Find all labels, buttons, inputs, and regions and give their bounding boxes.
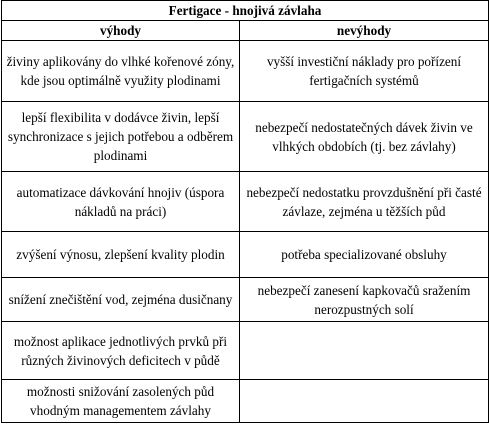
table-row: [2, 322, 489, 380]
advantage-cell: možnost aplikace jednotlivých prvků při různých živinových deficitech v půdě: [2, 322, 240, 380]
advantage-cell: zvýšení výnosu, zlepšení kvality plodin: [2, 232, 240, 278]
disadvantage-cell: [240, 322, 489, 380]
table-row: [2, 232, 489, 278]
advantage-cell: živiny aplikovány do vlhké kořenové zóny, kde jsou optimálně využity plodinami: [2, 41, 240, 102]
table-row: [2, 380, 489, 423]
advantage-cell: snížení znečištění vod, zejména dusičnany: [2, 278, 240, 322]
advantage-cell: lepší flexibilita v dodávce živin, lepší synchronizace s jejich potřebou a odběrem plodinami: [2, 102, 240, 172]
advantage-cell: automatizace dávkování hnojiv (úspora nákladů na práci): [2, 172, 240, 232]
table-row: [2, 278, 489, 322]
table-title-row: [2, 1, 489, 21]
fertigation-table: [1, 0, 489, 423]
table-header-row: [2, 21, 489, 41]
advantage-cell: možnosti snižování zasolených půd vhodným managementem závlahy: [2, 380, 240, 423]
table-title: Fertigace - hnojivá závlaha: [2, 1, 489, 21]
header-advantages: výhody: [2, 21, 240, 41]
disadvantage-cell: nebezpečí zanesení kapkovačů sražením nerozpustných solí: [240, 278, 489, 322]
disadvantage-cell: potřeba specializované obsluhy: [240, 232, 489, 278]
table-row: [2, 102, 489, 172]
disadvantage-cell: nebezpečí nedostatečných dávek živin ve vlhkých obdobích (tj. bez závlahy): [240, 102, 489, 172]
fertigation-table-container: [1, 0, 488, 423]
disadvantage-cell: vyšší investiční náklady pro pořízení fertigačních systémů: [240, 41, 489, 102]
disadvantage-cell: nebezpečí nedostatku provzdušnění při časté závlaze, zejména u těžších půd: [240, 172, 489, 232]
header-disadvantages: nevýhody: [240, 21, 489, 41]
table-row: [2, 172, 489, 232]
table-row: [2, 41, 489, 102]
disadvantage-cell: [240, 380, 489, 423]
